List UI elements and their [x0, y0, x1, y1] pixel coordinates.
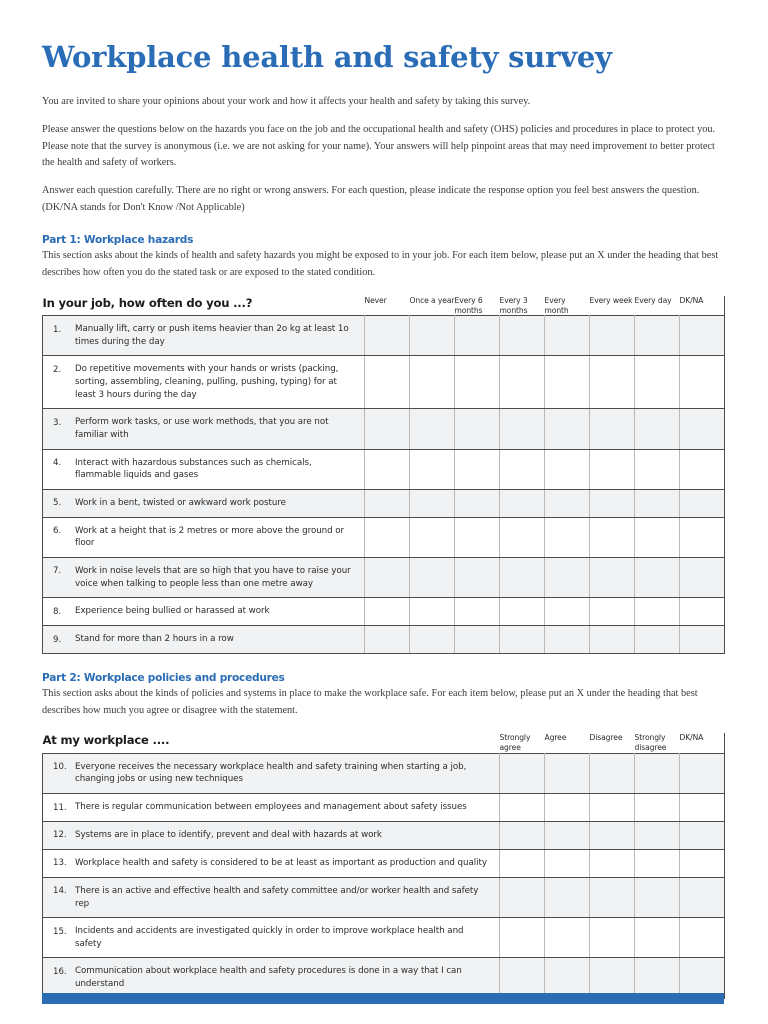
question-text: Systems are in place to identify, prevent and deal with hazards at work	[75, 829, 382, 840]
answer-cell-strongly-disagree[interactable]	[635, 849, 680, 877]
question-cell	[43, 356, 365, 409]
answer-cell-every-week[interactable]	[590, 557, 635, 597]
answer-cell-every-day[interactable]	[635, 489, 680, 517]
part-1-heading: Part 1: Workplace hazards	[42, 234, 194, 247]
answer-cell-disagree[interactable]	[590, 794, 635, 822]
question-cell	[43, 877, 500, 917]
answer-cell-never[interactable]	[365, 409, 410, 449]
answer-cell-never[interactable]	[365, 449, 410, 489]
table-row	[43, 517, 725, 557]
question-number: 2.	[53, 364, 62, 375]
answer-cell-every-day[interactable]	[635, 557, 680, 597]
question-number: 4.	[53, 458, 62, 469]
question-text: Work in a bent, twisted or awkward work posture	[75, 497, 286, 508]
answer-cell-every-day[interactable]	[635, 598, 680, 626]
answer-cell-every-day[interactable]	[635, 356, 680, 409]
table-row	[43, 409, 725, 449]
part-2-column-strongly-agree: Strongly agree	[500, 733, 545, 753]
answer-cell-every-week[interactable]	[590, 489, 635, 517]
answer-cell-agree[interactable]	[545, 849, 590, 877]
answer-cell-every-week[interactable]	[590, 626, 635, 654]
answer-cell-every-6-months[interactable]	[455, 557, 500, 597]
intro-block	[42, 94, 724, 216]
answer-cell-every-3-months[interactable]	[500, 557, 545, 597]
answer-cell-dk-na[interactable]	[680, 821, 725, 849]
question-cell	[43, 958, 500, 998]
answer-cell-dk-na[interactable]	[680, 449, 725, 489]
answer-cell-agree[interactable]	[545, 958, 590, 998]
answer-cell-every-6-months[interactable]	[455, 409, 500, 449]
answer-cell-dk-na[interactable]	[680, 849, 725, 877]
answer-cell-every-day[interactable]	[635, 316, 680, 356]
table-row	[43, 794, 725, 822]
question-text: Workplace health and safety is considered to be at least as important as production and quality	[75, 857, 487, 868]
answer-cell-strongly-agree[interactable]	[500, 918, 545, 958]
question-cell	[43, 821, 500, 849]
answer-cell-disagree[interactable]	[590, 958, 635, 998]
question-text: Communication about workplace health and safety procedures is done in a way that I can understand	[75, 966, 462, 989]
answer-cell-strongly-disagree[interactable]	[635, 918, 680, 958]
question-text: Experience being bullied or harassed at work	[75, 606, 270, 617]
answer-cell-strongly-agree[interactable]	[500, 821, 545, 849]
answer-cell-every-3-months[interactable]	[500, 356, 545, 409]
answer-cell-never[interactable]	[365, 489, 410, 517]
part-2-column-agree: Agree	[545, 733, 590, 753]
question-cell	[43, 849, 500, 877]
answer-cell-every-month[interactable]	[545, 449, 590, 489]
answer-cell-every-month[interactable]	[545, 489, 590, 517]
question-cell	[43, 598, 365, 626]
answer-cell-once-a-year[interactable]	[410, 517, 455, 557]
answer-cell-strongly-agree[interactable]	[500, 849, 545, 877]
page-title: Workplace health and safety survey	[42, 40, 612, 74]
intro-paragraph-2: Please answer the questions below on the hazards you face on the job and the occupational health and safety (OHS) policies and procedures in place to protect you. Please note that the survey is anonymous (i.e. we are not asking for your name). Your answers will help pinpoint areas that may need improvement to better protect the health and safety of workers.	[42, 124, 716, 169]
question-number: 7.	[53, 566, 62, 577]
question-number: 15.	[53, 926, 67, 937]
answer-cell-disagree[interactable]	[590, 849, 635, 877]
answer-cell-dk-na[interactable]	[680, 517, 725, 557]
question-number: 14.	[53, 886, 67, 897]
table-row	[43, 316, 725, 356]
question-cell	[43, 449, 365, 489]
part-1-table-wrap	[42, 296, 724, 654]
question-number: 3.	[53, 417, 62, 428]
answer-cell-disagree[interactable]	[590, 877, 635, 917]
answer-cell-dk-na[interactable]	[680, 918, 725, 958]
question-cell	[43, 409, 365, 449]
answer-cell-once-a-year[interactable]	[410, 356, 455, 409]
answer-cell-every-3-months[interactable]	[500, 489, 545, 517]
question-number: 8.	[53, 606, 62, 617]
table-row	[43, 356, 725, 409]
table-row	[43, 918, 725, 958]
table-row	[43, 489, 725, 517]
answer-cell-every-6-months[interactable]	[455, 598, 500, 626]
answer-cell-every-week[interactable]	[590, 517, 635, 557]
part-1-table-title: In your job, how often do you ...?	[43, 296, 365, 316]
part-1-column-never: Never	[365, 296, 410, 316]
part-1-column-every-day: Every day	[635, 296, 680, 316]
answer-cell-never[interactable]	[365, 517, 410, 557]
answer-cell-never[interactable]	[365, 557, 410, 597]
answer-cell-every-6-months[interactable]	[455, 517, 500, 557]
part-2-description: This section asks about the kinds of policies and systems in place to make the workplace safe. For each item below, please put an X under the heading that best describes how much you agree or disagree with the statement.	[42, 688, 698, 716]
footer-accent-bar	[42, 993, 724, 1004]
answer-cell-strongly-disagree[interactable]	[635, 958, 680, 998]
table-row	[43, 877, 725, 917]
answer-cell-every-week[interactable]	[590, 409, 635, 449]
question-number: 6.	[53, 526, 62, 537]
question-cell	[43, 489, 365, 517]
table-row	[43, 849, 725, 877]
part-1-header-row	[43, 296, 725, 316]
question-number: 9.	[53, 634, 62, 645]
answer-cell-disagree[interactable]	[590, 918, 635, 958]
answer-cell-every-6-months[interactable]	[455, 316, 500, 356]
answer-cell-agree[interactable]	[545, 877, 590, 917]
answer-cell-strongly-disagree[interactable]	[635, 753, 680, 793]
answer-cell-every-6-months[interactable]	[455, 356, 500, 409]
answer-cell-every-6-months[interactable]	[455, 626, 500, 654]
answer-cell-every-month[interactable]	[545, 356, 590, 409]
question-number: 1.	[53, 324, 62, 335]
answer-cell-agree[interactable]	[545, 794, 590, 822]
answer-cell-every-3-months[interactable]	[500, 409, 545, 449]
answer-cell-dk-na[interactable]	[680, 626, 725, 654]
part-1-table	[42, 296, 725, 654]
table-row	[43, 449, 725, 489]
part-1-column-every-3-months: Every 3 months	[500, 296, 545, 316]
answer-cell-dk-na[interactable]	[680, 958, 725, 998]
answer-cell-strongly-disagree[interactable]	[635, 794, 680, 822]
answer-cell-strongly-agree[interactable]	[500, 753, 545, 793]
page-content	[42, 0, 724, 999]
answer-cell-agree[interactable]	[545, 821, 590, 849]
question-cell	[43, 316, 365, 356]
answer-cell-every-month[interactable]	[545, 598, 590, 626]
answer-cell-every-month[interactable]	[545, 557, 590, 597]
question-text: There is regular communication between employees and management about safety issues	[75, 802, 467, 813]
question-text: Incidents and accidents are investigated quickly in order to improve workplace health and safety	[75, 926, 464, 949]
question-text: Stand for more than 2 hours in a row	[75, 634, 234, 645]
answer-cell-every-day[interactable]	[635, 626, 680, 654]
answer-cell-every-month[interactable]	[545, 409, 590, 449]
answer-cell-agree[interactable]	[545, 753, 590, 793]
question-cell	[43, 794, 500, 822]
answer-cell-dk-na[interactable]	[680, 794, 725, 822]
question-number: 11.	[53, 802, 67, 813]
answer-cell-once-a-year[interactable]	[410, 449, 455, 489]
table-row	[43, 626, 725, 654]
answer-cell-never[interactable]	[365, 316, 410, 356]
answer-cell-dk-na[interactable]	[680, 316, 725, 356]
answer-cell-every-week[interactable]	[590, 356, 635, 409]
answer-cell-once-a-year[interactable]	[410, 557, 455, 597]
answer-cell-every-month[interactable]	[545, 517, 590, 557]
answer-cell-once-a-year[interactable]	[410, 316, 455, 356]
question-number: 5.	[53, 498, 62, 509]
answer-cell-strongly-disagree[interactable]	[635, 821, 680, 849]
question-text: Interact with hazardous substances such as chemicals, flammable liquids and gases	[75, 457, 312, 481]
answer-cell-once-a-year[interactable]	[410, 489, 455, 517]
table-row	[43, 557, 725, 597]
answer-cell-every-week[interactable]	[590, 449, 635, 489]
part-2-heading: Part 2: Workplace policies and procedures	[42, 672, 285, 685]
table-row	[43, 598, 725, 626]
question-cell	[43, 918, 500, 958]
answer-cell-never[interactable]	[365, 356, 410, 409]
part-2-section	[42, 672, 724, 719]
answer-cell-dk-na[interactable]	[680, 557, 725, 597]
answer-cell-once-a-year[interactable]	[410, 598, 455, 626]
answer-cell-once-a-year[interactable]	[410, 626, 455, 654]
part-1-section	[42, 234, 724, 281]
answer-cell-disagree[interactable]	[590, 821, 635, 849]
question-text: Manually lift, carry or push items heavier than 2o kg at least 1o times during the day	[75, 324, 349, 347]
part-2-column-strongly-disagree: Strongly disagree	[635, 733, 680, 753]
answer-cell-never[interactable]	[365, 626, 410, 654]
answer-cell-every-3-months[interactable]	[500, 449, 545, 489]
answer-cell-strongly-disagree[interactable]	[635, 877, 680, 917]
question-number: 12.	[53, 830, 67, 841]
answer-cell-disagree[interactable]	[590, 753, 635, 793]
question-text: Do repetitive movements with your hands or wrists (packing, sorting, assembling, cleaning, pulling, pushing, typing) for at least 3 hours during the day	[75, 364, 339, 400]
answer-cell-every-day[interactable]	[635, 449, 680, 489]
answer-cell-strongly-agree[interactable]	[500, 958, 545, 998]
question-cell	[43, 557, 365, 597]
question-cell	[43, 626, 365, 654]
answer-cell-dk-na[interactable]	[680, 409, 725, 449]
intro-paragraph-1: You are invited to share your opinions about your work and how it affects your health and safety by taking this survey.	[42, 96, 531, 108]
table-row	[43, 753, 725, 793]
answer-cell-every-day[interactable]	[635, 409, 680, 449]
answer-cell-every-6-months[interactable]	[455, 449, 500, 489]
table-row	[43, 821, 725, 849]
table-row	[43, 958, 725, 998]
answer-cell-every-3-months[interactable]	[500, 626, 545, 654]
answer-cell-every-3-months[interactable]	[500, 316, 545, 356]
answer-cell-dk-na[interactable]	[680, 489, 725, 517]
question-cell	[43, 753, 500, 793]
part-1-column-every-6-months: Every 6 months	[455, 296, 500, 316]
answer-cell-never[interactable]	[365, 598, 410, 626]
intro-paragraph-3: Answer each question carefully. There are no right or wrong answers. For each question, please indicate the response option you feel best answers the question. (DK/NA stands for Don't Know /Not Applicable)	[42, 185, 700, 213]
answer-cell-dk-na[interactable]	[680, 877, 725, 917]
answer-cell-agree[interactable]	[545, 918, 590, 958]
answer-cell-once-a-year[interactable]	[410, 409, 455, 449]
answer-cell-strongly-agree[interactable]	[500, 877, 545, 917]
part-2-header-row	[43, 733, 725, 753]
part-2-table-title: At my workplace ....	[43, 733, 500, 753]
answer-cell-strongly-agree[interactable]	[500, 794, 545, 822]
question-text: Work at a height that is 2 metres or more above the ground or floor	[75, 525, 345, 549]
question-text: Everyone receives the necessary workplace health and safety training when starting a job, changing jobs or using new techniques	[75, 761, 467, 785]
question-text: There is an active and effective health and safety committee and/or worker health and safety rep	[75, 885, 479, 909]
answer-cell-every-6-months[interactable]	[455, 489, 500, 517]
part-1-column-dk-na: DK/NA	[680, 296, 725, 316]
part-2-table	[42, 733, 725, 998]
answer-cell-every-day[interactable]	[635, 517, 680, 557]
question-number: 10.	[53, 762, 67, 773]
answer-cell-every-3-months[interactable]	[500, 598, 545, 626]
part-2-table-wrap	[42, 733, 724, 998]
answer-cell-every-week[interactable]	[590, 598, 635, 626]
part-2-column-dk-na: DK/NA	[680, 733, 725, 753]
answer-cell-every-month[interactable]	[545, 316, 590, 356]
question-text: Work in noise levels that are so high that you have to raise your voice when talking to people less than one metre away	[75, 565, 351, 589]
answer-cell-dk-na[interactable]	[680, 598, 725, 626]
question-text: Perform work tasks, or use work methods, that you are not familiar with	[75, 417, 329, 440]
part-1-column-every-week: Every week	[590, 296, 635, 316]
part-1-column-every-month: Every month	[545, 296, 590, 316]
question-number: 13.	[53, 858, 67, 869]
part-1-column-once-a-year: Once a year	[410, 296, 455, 316]
answer-cell-every-week[interactable]	[590, 316, 635, 356]
answer-cell-dk-na[interactable]	[680, 356, 725, 409]
answer-cell-every-3-months[interactable]	[500, 517, 545, 557]
part-2-column-disagree: Disagree	[590, 733, 635, 753]
answer-cell-dk-na[interactable]	[680, 753, 725, 793]
question-number: 16.	[53, 966, 67, 977]
question-cell	[43, 517, 365, 557]
answer-cell-every-month[interactable]	[545, 626, 590, 654]
part-1-description: This section asks about the kinds of health and safety hazards you might be exposed to in your job. For each item below, please put an X under the heading that best describes how often you do the stated task or are exposed to the stated condition.	[42, 250, 719, 279]
